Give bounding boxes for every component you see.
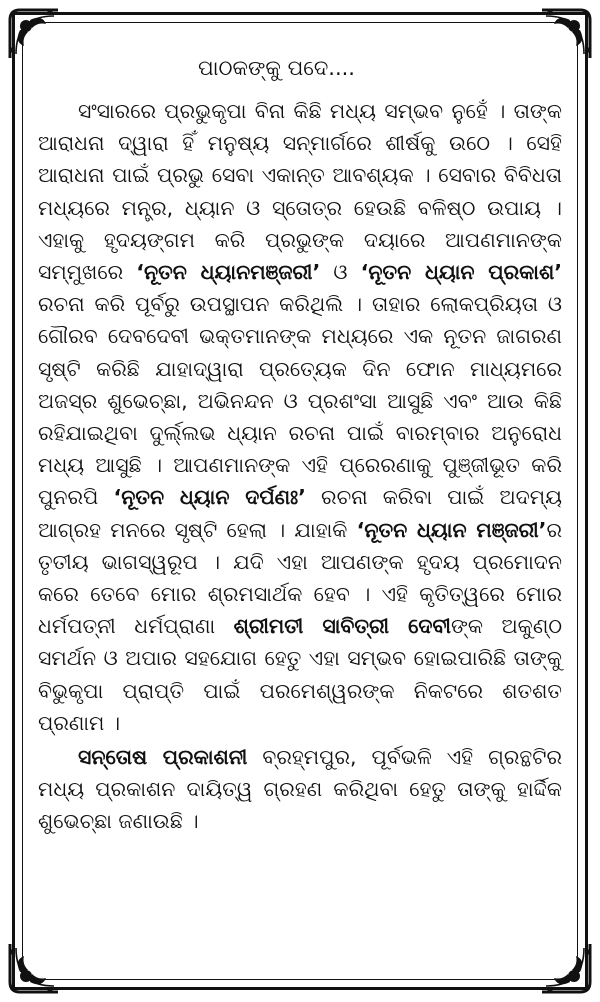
- preface-paragraph-1: [38, 95, 562, 739]
- corner-ornament-icon: [538, 940, 594, 996]
- spouse-name: ଶ୍ରୀମତୀ ସାବିତ୍ରୀ ଦେବୀ: [233, 614, 451, 639]
- book-title-dhyana-darpana: ‘ନୂତନ ଧ୍ୟାନ ଦର୍ପଣଃ’: [113, 485, 306, 510]
- corner-ornament-icon: [538, 6, 594, 62]
- corner-ornament-icon: [6, 940, 62, 996]
- book-title-dhyanamanjari: ‘ନୂତନ ଧ୍ୟାନମଞ୍ଜରୀ’: [136, 260, 321, 285]
- paragraph-text: ଓ: [320, 260, 361, 285]
- preface-paragraph-2: [38, 741, 562, 838]
- publisher-name: ସନ୍ତୋଷ ପ୍ରକାଶନୀ: [78, 745, 248, 770]
- corner-ornament-icon: [6, 6, 62, 62]
- book-title-dhyana-manjari: ‘ନୂତନ ଧ୍ୟାନ ମଞ୍ଜରୀ’: [356, 517, 547, 542]
- page-title: ପାଠକଙ୍କୁ ପଦେ....: [198, 56, 355, 80]
- paragraph-text: ବ୍ରହ୍ମପୁର, ପୂର୍ବଭଳି ଏହି ଗ୍ରନ୍ଥଟିର ମଧ୍ୟ ପ୍ରକାଶନ ଦାୟିତ୍ୱ ଗ୍ରହଣ କରିଥିବା ହେତୁ ତାଙ୍କୁ ହାର୍ଦ୍ଦିକ ଶୁଭେଚ୍ଛା ଜଣାଉଛି ।: [38, 745, 562, 834]
- paragraph-text: ରଚନା କରି ପୂର୍ବରୁ ଉପସ୍ଥାପନ କରିଥିଲି । ତାହାର ଲୋକପ୍ରିୟତା ଓ ଗୌରବ ଦେବଦେବୀ ଭକ୍ତମାନଙ୍କ ମଧ୍ୟରେ ଏକ ନୂତନ ଜାଗରଣ ସୃଷ୍ଟି କରିଛି ଯାହାଦ୍ୱାରା ପ୍ରତ୍ୟେକ ଦିନ ଫୋନ ମାଧ୍ୟମରେ ଅଜସ୍ର ଶୁଭେଚ୍ଛା, ଅଭିନନ୍ଦନ ଓ ପ୍ରଶଂସା ଆସୁଛି ଏବଂ ଆଉ କିଛି ରହିଯାଇଥିବା ଦୁର୍ଲ୍ଲଭ ଧ୍ୟାନ ରଚନା ପାଇଁ ବାରମ୍ବାର ଅନୁରୋଧ ମଧ୍ୟ ଆସୁଛି । ଆପଣମାନଙ୍କ ଏହି ପ୍ରେରଣାକୁ ପୁଞ୍ଜୀଭୂତ କରି ପୁନରପି: [38, 292, 562, 510]
- paragraph-text: ସଂସାରରେ ପ୍ରଭୁକୃପା ବିନା କିଛି ମଧ୍ୟ ସମ୍ଭବ ନୁହେଁ । ତାଙ୍କ ଆରାଧନା ଦ୍ୱାରା ହିଁ ମନୁଷ୍ୟ ସନ୍ମାର୍ଗରେ ଶୀର୍ଷକୁ ଉଠେ । ସେହି ଆରାଧନା ପାଇଁ ପ୍ରଭୁ ସେବା ଏକାନ୍ତ ଆବଶ୍ୟକ । ସେବାର ବିବିଧତା ମଧ୍ୟରେ ମନ୍ତ୍ର, ଧ୍ୟାନ ଓ ସ୍ତୋତ୍ର ହେଉଛି ବଳିଷ୍ଠ ଉପାୟ । ଏହାକୁ ହୃଦୟଙ୍ଗମ କରି ପ୍ରଭୁଙ୍କ ଦୟାରେ ଆପଣମାନଙ୍କ ସମ୍ମୁଖରେ: [38, 99, 562, 285]
- paragraph-text: ରଚନା କରିବା ପାଇଁ ଅଦମ୍ୟ ଆଗ୍ରହ ମନରେ ସୃଷ୍ଟି ହେଲା । ଯାହାକି: [38, 485, 562, 542]
- paragraph-text: ର ତୃତୀୟ ଭାଗସ୍ୱରୂପ । ଯଦି ଏହା ଆପଣଙ୍କ ହୃଦୟ ପ୍ରମୋଦନ କରେ ତେବେ ମୋର ଶ୍ରମସାର୍ଥକ ହେବ । ଏହି କୃତିତ୍ୱରେ ମୋର ଧର୍ମପତ୍ନୀ ଧର୍ମପ୍ରାଣା: [38, 517, 563, 639]
- paragraph-text: ଙ୍କ ଅକୁଣ୍ଠ ସମର୍ଥନ ଓ ଅପାର ସହଯୋଗ ହେତୁ ଏହା ସମ୍ଭବ ହୋଇପାରିଛି ତାଙ୍କୁ ବିଭୁକୃପା ପ୍ରାପ୍ତି ପାଇଁ ପରମେଶ୍ୱରଙ୍କ ନିକଟରେ ଶତଶତ ପ୍ରଣାମ ।: [38, 614, 562, 735]
- preface-content: [38, 56, 562, 838]
- book-title-dhyana-prakasha: ‘ନୂତନ ଧ୍ୟାନ ପ୍ରକାଶ’: [360, 260, 562, 285]
